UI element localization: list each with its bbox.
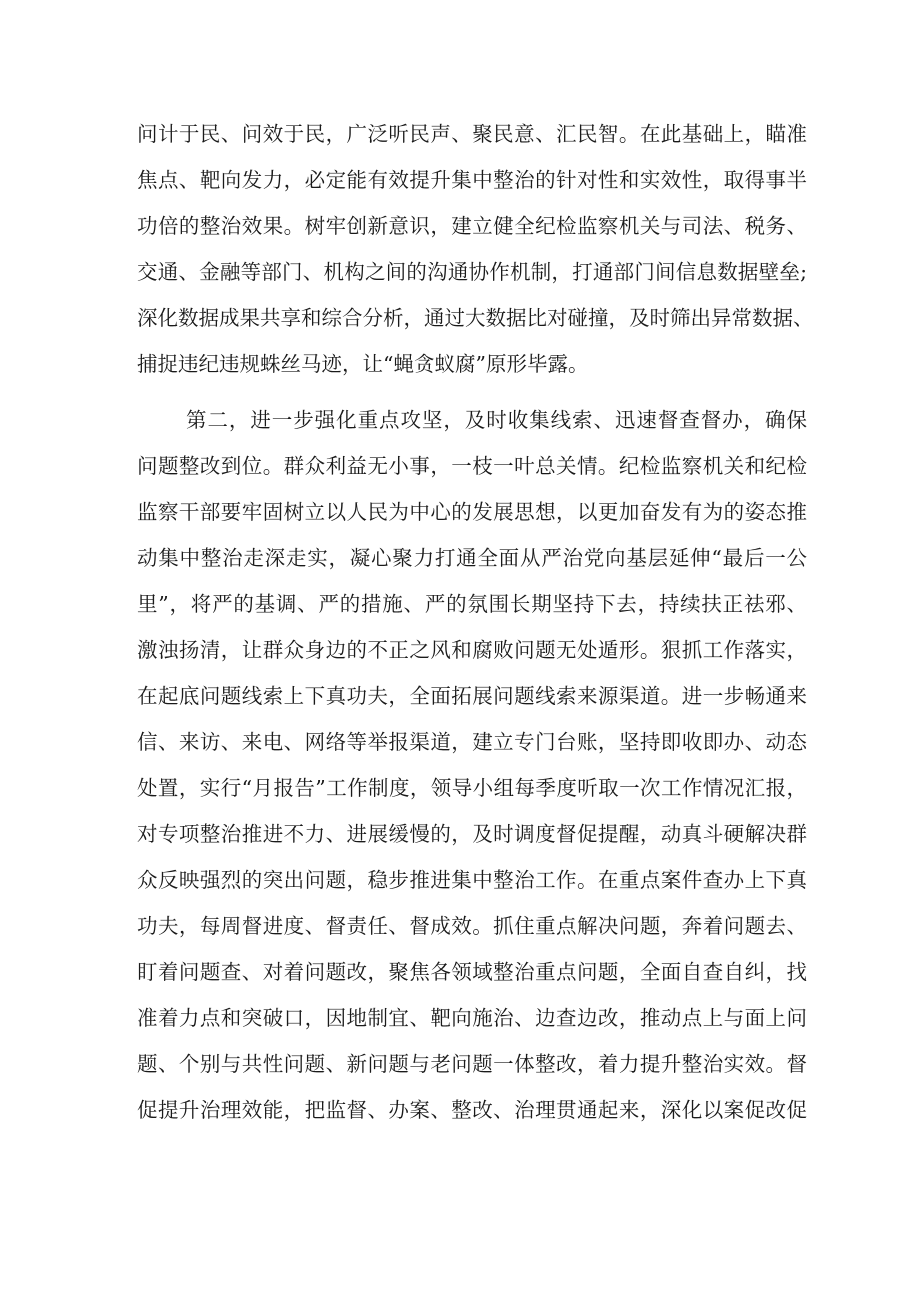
paragraph-last-line: 捕捉违纪违规蛛丝马迹，让“蝇贪蚁腐”原形毕露。: [137, 352, 589, 376]
text-line: 功倍的整治效果。树牢创新意识，建立健全纪检监察机关与司法、税务、: [137, 214, 807, 238]
text-line: 在起底问题线索上下真功夫，全面拓展问题线索来源渠道。进一步畅通来: [137, 684, 807, 708]
text-line: 交通、金融等部门、机构之间的沟通协作机制，打通部门间信息数据壁垒;: [137, 260, 807, 284]
paragraph-heading-line: 第二，进一步强化重点攻坚，及时收集线索、迅速督查督办，确保: [186, 408, 807, 432]
text-line: 信、来访、来电、网络等举报渠道，建立专门台账，坚持即收即办、动态: [137, 730, 807, 754]
text-line: 处置，实行“月报告”工作制度，领导小组每季度听取一次工作情况汇报，: [137, 776, 807, 800]
text-line: 动集中整治走深走实，凝心聚力打通全面从严治党向基层延伸“最后一公: [137, 546, 807, 570]
text-line: 深化数据成果共享和综合分析，通过大数据比对碰撞，及时筛出异常数据、: [137, 306, 814, 330]
text-line: 监察干部要牢固树立以人民为中心的发展思想，以更加奋发有为的姿态推: [137, 500, 807, 524]
text-line: 焦点、靶向发力，必定能有效提升集中整治的针对性和实效性，取得事半: [137, 168, 807, 192]
text-line: 众反映强烈的突出问题，稳步推进集中整治工作。在重点案件查办上下真: [137, 868, 807, 892]
text-line: 问题整改到位。群众利益无小事，一枝一叶总关情。纪检监察机关和纪检: [137, 454, 807, 478]
text-line: 题、个别与共性问题、新问题与老问题一体整改，着力提升整治实效。督: [137, 1052, 807, 1076]
text-line: 对专项整治推进不力、进展缓慢的，及时调度督促提醒，动真斗硬解决群: [137, 822, 807, 846]
text-line: 盯着问题查、对着问题改，聚焦各领域整治重点问题，全面自查自纠，找: [137, 960, 807, 984]
text-line: 问计于民、问效于民，广泛听民声、聚民意、汇民智。在此基础上，瞄准: [137, 122, 807, 146]
text-line: 激浊扬清，让群众身边的不正之风和腐败问题无处遁形。狠抓工作落实，: [137, 638, 807, 662]
text-line: 功夫，每周督进度、督责任、督成效。抓住重点解决问题，奔着问题去、: [137, 914, 807, 938]
text-line: 促提升治理效能，把监督、办案、整改、治理贯通起来，深化以案促改促: [137, 1098, 807, 1122]
text-line: 准着力点和突破口，因地制宜、靶向施治、边查边改，推动点上与面上问: [137, 1006, 807, 1030]
text-line: 里”，将严的基调、严的措施、严的氛围长期坚持下去，持续扶正祛邪、: [137, 592, 807, 616]
